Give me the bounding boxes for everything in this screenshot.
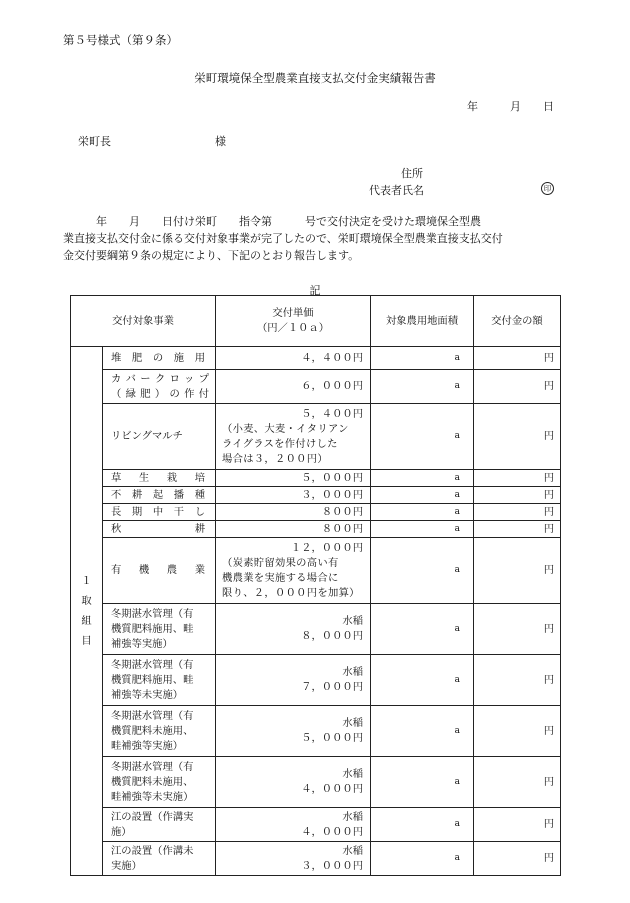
- project-name-line: リビングマルチ: [111, 430, 183, 442]
- unit-price-line: ７，０００円: [301, 681, 363, 693]
- project-name-line: 不耕起播種: [111, 488, 205, 501]
- addressee-honorific: 様: [215, 135, 226, 148]
- table-row: [71, 487, 561, 504]
- unit-price-line: ６，０００円: [301, 380, 363, 392]
- unit-price-line: ５，０００円: [301, 732, 363, 744]
- unit-price-line: 場合は３，２００円）: [222, 452, 328, 465]
- table-row: [71, 842, 561, 876]
- group-label-char: 組: [81, 615, 92, 627]
- amount-input-cell[interactable]: 円: [474, 504, 561, 521]
- table-row: [71, 470, 561, 487]
- unit-price-line: 限り、２，０００円を加算）: [222, 586, 360, 599]
- unit-price-cell: [216, 808, 371, 842]
- project-name-line: 江の設置（作溝未: [111, 844, 194, 857]
- unit-price-cell: [216, 521, 371, 538]
- project-name-cell: [103, 404, 216, 470]
- amount-input-cell[interactable]: 円: [474, 538, 561, 604]
- unit-price-line: （炭素貯留効果の高い有: [222, 556, 339, 569]
- report-body: [63, 213, 569, 264]
- amount-input-cell[interactable]: 円: [474, 842, 561, 876]
- unit-price-line: ４，０００円: [301, 825, 363, 838]
- project-name-cell: [103, 604, 216, 655]
- addressee-name: 栄町長: [78, 135, 111, 148]
- amount-input-cell[interactable]: 円: [474, 706, 561, 757]
- area-input-cell[interactable]: a: [371, 504, 474, 521]
- date-day-label: 日: [543, 100, 554, 113]
- unit-price-cell: [216, 470, 371, 487]
- table-row: [71, 370, 561, 404]
- unit-price-cell: [216, 655, 371, 706]
- amount-input-cell[interactable]: 円: [474, 604, 561, 655]
- unit-price-cell: [216, 842, 371, 876]
- area-input-cell[interactable]: a: [371, 757, 474, 808]
- project-name-line: 補強等実施）: [111, 637, 173, 650]
- area-input-cell[interactable]: a: [371, 470, 474, 487]
- project-name-line: 畦補強等実施）: [111, 739, 184, 752]
- table-row: [71, 655, 561, 706]
- table-row: [71, 757, 561, 808]
- project-name-line: 機質肥料未施用、: [111, 724, 194, 737]
- unit-price-line: ５，４００円: [301, 407, 363, 420]
- area-input-cell[interactable]: a: [371, 842, 474, 876]
- project-name-line: 実施）: [111, 859, 142, 872]
- project-name-line: 補強等未実施）: [111, 688, 184, 701]
- project-name-cell: [103, 487, 216, 504]
- area-input-cell[interactable]: a: [371, 706, 474, 757]
- table-row: [71, 504, 561, 521]
- unit-price-cell: [216, 706, 371, 757]
- unit-price-line: 水稲: [342, 844, 363, 857]
- unit-price-line: ３，０００円: [301, 488, 363, 501]
- area-input-cell[interactable]: a: [371, 655, 474, 706]
- date-month-label: 月: [510, 100, 521, 113]
- header-unit-price-line1: 交付単価: [272, 307, 314, 319]
- unit-price-line: ８００円: [321, 522, 363, 535]
- unit-price-cell: [216, 404, 371, 470]
- project-name-line: 長期中干し: [111, 505, 205, 518]
- project-name-line: 冬期湛水管理（有: [111, 658, 194, 671]
- area-input-cell[interactable]: a: [371, 370, 474, 404]
- unit-price-line: ８００円: [321, 505, 363, 518]
- project-name-line: （緑肥）の作付: [111, 387, 209, 400]
- group-label-char: １: [81, 575, 92, 587]
- amount-input-cell[interactable]: 円: [474, 470, 561, 487]
- amount-input-cell[interactable]: 円: [474, 655, 561, 706]
- header-unit-price-line2: （円／１０ａ）: [256, 322, 330, 334]
- project-name-cell: [103, 370, 216, 404]
- body-line-1: 年 月 日付け栄町 指令第 号で交付決定を受けた環境保全型農: [63, 215, 481, 228]
- unit-price-cell: [216, 504, 371, 521]
- unit-price-line: 機農業を実施する場合に: [222, 571, 339, 584]
- area-input-cell[interactable]: a: [371, 347, 474, 370]
- table-row: [71, 604, 561, 655]
- area-input-cell[interactable]: a: [371, 521, 474, 538]
- unit-price-cell: [216, 757, 371, 808]
- table-row: [71, 538, 561, 604]
- address-label: 住所: [401, 167, 423, 180]
- header-area: 対象農用地面積: [371, 296, 474, 347]
- group-label-char: 取: [81, 595, 92, 607]
- amount-input-cell[interactable]: 円: [474, 404, 561, 470]
- project-name-cell: [103, 706, 216, 757]
- table-row: [71, 521, 561, 538]
- project-name-cell: [103, 655, 216, 706]
- area-input-cell[interactable]: a: [371, 808, 474, 842]
- project-name-cell: [103, 504, 216, 521]
- area-input-cell[interactable]: a: [371, 538, 474, 604]
- unit-price-cell: [216, 487, 371, 504]
- document-title: 栄町環境保全型農業直接支払交付金実績報告書: [194, 71, 436, 85]
- table-header-row: [71, 296, 561, 347]
- unit-price-line: ライグラスを作付けした: [222, 437, 338, 450]
- project-name-cell: [103, 808, 216, 842]
- project-name-cell: [103, 470, 216, 487]
- body-line-2: 業直接支払交付金に係る交付対象事業が完了したので、栄町環境保全型農業直接支払交付: [63, 232, 503, 245]
- amount-input-cell[interactable]: 円: [474, 521, 561, 538]
- unit-price-cell: [216, 538, 371, 604]
- area-input-cell[interactable]: a: [371, 604, 474, 655]
- project-name-cell: [103, 842, 216, 876]
- project-name-line: カバークロップ: [111, 372, 209, 385]
- report-table: [70, 295, 561, 876]
- project-name-line: 冬期湛水管理（有: [111, 760, 194, 773]
- project-name-line: 秋耕: [111, 522, 205, 535]
- table-row: [71, 404, 561, 470]
- form-number: 第５号様式（第９条）: [63, 33, 178, 47]
- group-label-char: 目: [81, 635, 92, 647]
- table-row: [71, 706, 561, 757]
- area-input-cell[interactable]: a: [371, 404, 474, 470]
- unit-price-line: ８，０００円: [301, 630, 363, 642]
- unit-price-line: （小麦、大麦・イタリアン: [222, 422, 349, 435]
- project-name-line: 機質肥料未施用、: [111, 775, 194, 788]
- unit-price-line: １２，０００円: [290, 541, 363, 554]
- area-input-cell[interactable]: a: [371, 487, 474, 504]
- date-year-label: 年: [467, 100, 478, 113]
- seal-mark: 印: [541, 182, 554, 195]
- project-name-line: 機質肥料施用、畦: [111, 622, 194, 635]
- project-name-line: 施）: [111, 825, 132, 838]
- project-name-cell: [103, 521, 216, 538]
- header-unit-price: [216, 296, 371, 347]
- unit-price-line: ４，０００円: [301, 783, 363, 795]
- unit-price-line: 水稲: [342, 717, 363, 729]
- project-name-line: 冬期湛水管理（有: [111, 709, 194, 722]
- amount-input-cell[interactable]: 円: [474, 487, 561, 504]
- unit-price-line: 水稲: [342, 810, 363, 823]
- ki-heading: 記: [309, 284, 321, 297]
- unit-price-line: 水稲: [342, 768, 363, 780]
- project-name-cell: [103, 347, 216, 370]
- unit-price-cell: [216, 347, 371, 370]
- project-name-line: 機質肥料施用、畦: [111, 673, 194, 686]
- amount-input-cell[interactable]: 円: [474, 370, 561, 404]
- unit-price-line: ３，０００円: [301, 859, 363, 872]
- body-line-3: 金交付要綱第９条の規定により、下記のとおり報告します。: [63, 249, 360, 262]
- unit-price-cell: [216, 604, 371, 655]
- project-name-line: 有機農業: [111, 564, 205, 576]
- unit-price-line: ５，０００円: [301, 471, 363, 484]
- project-name-line: 畦補強等未実施）: [111, 790, 194, 803]
- unit-price-line: 水稲: [342, 615, 363, 627]
- project-name-line: 草生栽培: [111, 471, 205, 484]
- unit-price-line: ４，４００円: [301, 351, 363, 364]
- project-name-line: 冬期湛水管理（有: [111, 607, 194, 620]
- table-row: [71, 347, 561, 370]
- header-project: 交付対象事業: [71, 296, 216, 347]
- amount-input-cell[interactable]: 円: [474, 757, 561, 808]
- project-name-line: 江の設置（作溝実: [111, 810, 194, 823]
- amount-input-cell[interactable]: 円: [474, 347, 561, 370]
- project-name-cell: [103, 757, 216, 808]
- header-amount: 交付金の額: [474, 296, 561, 347]
- table-row: [71, 808, 561, 842]
- project-name-cell: [103, 538, 216, 604]
- project-name-line: 堆肥の施用: [111, 351, 205, 364]
- unit-price-line: 水稲: [342, 666, 363, 678]
- unit-price-cell: [216, 370, 371, 404]
- group-label: [71, 347, 103, 876]
- representative-label: 代表者氏名: [369, 184, 424, 197]
- amount-input-cell[interactable]: 円: [474, 808, 561, 842]
